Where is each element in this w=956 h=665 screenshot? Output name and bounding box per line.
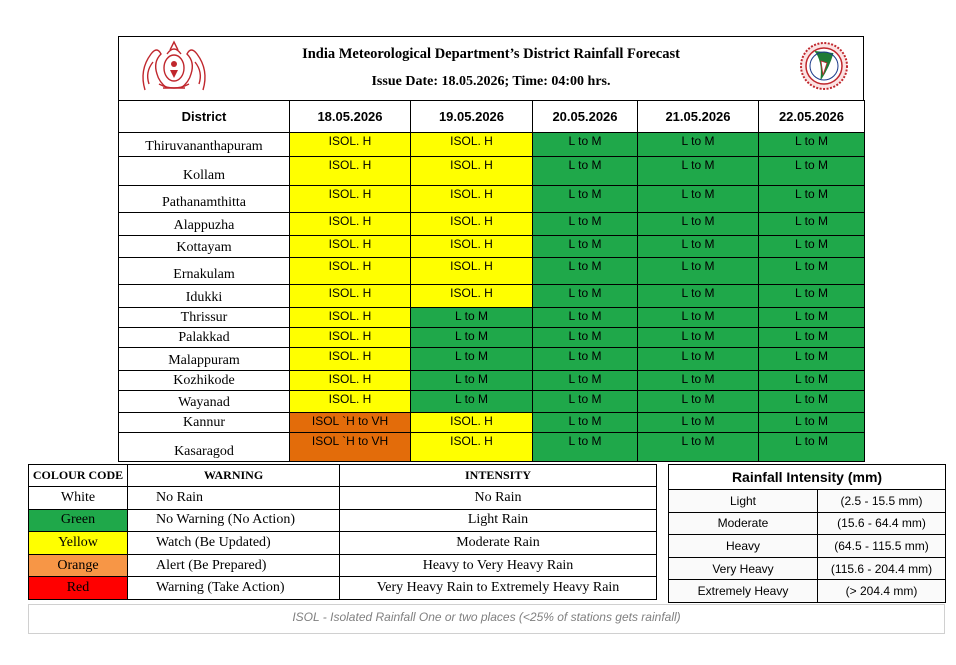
- forecast-cell: ISOL `H to VH: [290, 433, 411, 462]
- forecast-cell: ISOL. H: [290, 213, 411, 236]
- district-row: [119, 433, 865, 462]
- date-column-header: 20.05.2026: [533, 101, 638, 133]
- district-name: Kottayam: [119, 236, 290, 258]
- date-column-header: 21.05.2026: [638, 101, 759, 133]
- district-name: Ernakulam: [119, 258, 290, 285]
- legend-colour-code: Green: [29, 509, 128, 532]
- legend-colour-code: Orange: [29, 554, 128, 577]
- district-row: [119, 258, 865, 285]
- legend-warning: No Warning (No Action): [128, 509, 340, 532]
- intensity-label: Very Heavy: [669, 557, 818, 580]
- legend-warning: No Rain: [128, 487, 340, 510]
- forecast-cell: ISOL. H: [411, 213, 533, 236]
- legend-row: [29, 532, 657, 555]
- isol-footnote: ISOL - Isolated Rainfall One or two places (<25% of stations gets rainfall): [28, 604, 945, 634]
- forecast-cell: L to M: [533, 371, 638, 391]
- forecast-cell: ISOL. H: [411, 258, 533, 285]
- district-name: Wayanad: [119, 391, 290, 413]
- legend-row: [29, 509, 657, 532]
- district-row: [119, 413, 865, 433]
- imd-logo-icon: [799, 41, 849, 91]
- forecast-cell: ISOL. H: [290, 348, 411, 371]
- forecast-cell: L to M: [759, 213, 865, 236]
- forecast-cell: L to M: [533, 236, 638, 258]
- forecast-cell: L to M: [638, 157, 759, 186]
- forecast-cell: ISOL. H: [290, 328, 411, 348]
- forecast-cell: L to M: [533, 413, 638, 433]
- issue-date: Issue Date: 18.05.2026; Time: 04:00 hrs.: [371, 74, 611, 89]
- forecast-cell: ISOL. H: [411, 285, 533, 308]
- intensity-range: (64.5 - 115.5 mm): [818, 535, 946, 558]
- district-row: [119, 157, 865, 186]
- district-row: [119, 371, 865, 391]
- district-row: [119, 133, 865, 157]
- intensity-range: (2.5 - 15.5 mm): [818, 490, 946, 513]
- forecast-cell: L to M: [638, 391, 759, 413]
- district-name: Thiruvananthapuram: [119, 133, 290, 157]
- district-row: [119, 186, 865, 213]
- forecast-cell: ISOL. H: [290, 186, 411, 213]
- report-title: India Meteorological Department’s District Rainfall Forecast: [302, 46, 680, 62]
- district-row: [119, 213, 865, 236]
- forecast-cell: ISOL. H: [290, 308, 411, 328]
- district-name: Thrissur: [119, 308, 290, 328]
- intensity-row: [669, 535, 946, 558]
- forecast-header-row: [119, 101, 865, 133]
- district-name: Malappuram: [119, 348, 290, 371]
- date-column-header: 18.05.2026: [290, 101, 411, 133]
- forecast-cell: L to M: [411, 328, 533, 348]
- legend-header-colour-code: COLOUR CODE: [29, 465, 128, 487]
- legend-intensity: No Rain: [340, 487, 657, 510]
- forecast-cell: L to M: [533, 433, 638, 462]
- forecast-cell: L to M: [411, 391, 533, 413]
- district-row: [119, 348, 865, 371]
- legend-colour-code: White: [29, 487, 128, 510]
- district-name: Kannur: [119, 413, 290, 433]
- district-name: Pathanamthitta: [119, 186, 290, 213]
- legend-intensity: Light Rain: [340, 509, 657, 532]
- district-name: Kozhikode: [119, 371, 290, 391]
- forecast-cell: L to M: [638, 133, 759, 157]
- forecast-cell: L to M: [533, 157, 638, 186]
- forecast-cell: L to M: [638, 258, 759, 285]
- intensity-range: (15.6 - 64.4 mm): [818, 512, 946, 535]
- forecast-cell: L to M: [759, 391, 865, 413]
- colour-code-legend-table: [28, 464, 657, 600]
- district-row: [119, 328, 865, 348]
- intensity-row: [669, 490, 946, 513]
- intensity-row: [669, 580, 946, 603]
- district-row: [119, 285, 865, 308]
- forecast-cell: L to M: [759, 348, 865, 371]
- forecast-cell: L to M: [411, 348, 533, 371]
- date-column-header: 19.05.2026: [411, 101, 533, 133]
- forecast-cell: L to M: [759, 133, 865, 157]
- forecast-cell: ISOL. H: [411, 236, 533, 258]
- forecast-cell: ISOL. H: [411, 186, 533, 213]
- forecast-cell: L to M: [759, 308, 865, 328]
- intensity-row: [669, 557, 946, 580]
- forecast-cell: ISOL. H: [290, 258, 411, 285]
- intensity-label: Heavy: [669, 535, 818, 558]
- legend-header-row: [29, 465, 657, 487]
- intensity-title: Rainfall Intensity (mm): [669, 465, 946, 490]
- legend-intensity: Moderate Rain: [340, 532, 657, 555]
- forecast-cell: ISOL. H: [290, 285, 411, 308]
- forecast-cell: L to M: [759, 413, 865, 433]
- forecast-cell: ISOL. H: [411, 433, 533, 462]
- forecast-cell: ISOL. H: [411, 157, 533, 186]
- legend-row: [29, 577, 657, 600]
- forecast-cell: L to M: [411, 371, 533, 391]
- forecast-cell: L to M: [759, 433, 865, 462]
- forecast-cell: L to M: [638, 328, 759, 348]
- intensity-range: (> 204.4 mm): [818, 580, 946, 603]
- intensity-label: Moderate: [669, 512, 818, 535]
- report-header: [118, 36, 864, 100]
- forecast-cell: L to M: [759, 285, 865, 308]
- forecast-cell: L to M: [533, 133, 638, 157]
- legend-warning: Alert (Be Prepared): [128, 554, 340, 577]
- legend-colour-code: Red: [29, 577, 128, 600]
- forecast-cell: ISOL. H: [290, 371, 411, 391]
- forecast-cell: L to M: [533, 258, 638, 285]
- forecast-cell: L to M: [638, 371, 759, 391]
- legend-intensity: Very Heavy Rain to Extremely Heavy Rain: [340, 577, 657, 600]
- forecast-cell: L to M: [759, 258, 865, 285]
- district-name: Alappuzha: [119, 213, 290, 236]
- district-column-header: District: [119, 101, 290, 133]
- forecast-cell: L to M: [759, 328, 865, 348]
- legend-intensity: Heavy to Very Heavy Rain: [340, 554, 657, 577]
- forecast-cell: L to M: [533, 328, 638, 348]
- forecast-cell: L to M: [533, 391, 638, 413]
- forecast-cell: L to M: [638, 308, 759, 328]
- legend-row: [29, 487, 657, 510]
- date-column-header: 22.05.2026: [759, 101, 865, 133]
- forecast-cell: L to M: [533, 213, 638, 236]
- forecast-cell: ISOL. H: [411, 413, 533, 433]
- forecast-cell: L to M: [411, 308, 533, 328]
- district-name: Palakkad: [119, 328, 290, 348]
- forecast-cell: L to M: [638, 186, 759, 213]
- district-name: Kollam: [119, 157, 290, 186]
- forecast-cell: ISOL `H to VH: [290, 413, 411, 433]
- legend-row: [29, 554, 657, 577]
- forecast-cell: L to M: [638, 285, 759, 308]
- forecast-cell: L to M: [638, 236, 759, 258]
- forecast-cell: L to M: [759, 236, 865, 258]
- intensity-row: [669, 512, 946, 535]
- forecast-cell: L to M: [638, 413, 759, 433]
- intensity-label: Extremely Heavy: [669, 580, 818, 603]
- forecast-cell: ISOL. H: [411, 133, 533, 157]
- forecast-cell: ISOL. H: [290, 133, 411, 157]
- district-forecast-table: [118, 100, 865, 462]
- forecast-cell: L to M: [638, 433, 759, 462]
- intensity-label: Light: [669, 490, 818, 513]
- legend-header-intensity: INTENSITY: [340, 465, 657, 487]
- intensity-header-row: [669, 465, 946, 490]
- forecast-cell: ISOL. H: [290, 236, 411, 258]
- forecast-cell: L to M: [759, 371, 865, 391]
- forecast-cell: L to M: [533, 285, 638, 308]
- legend-warning: Watch (Be Updated): [128, 532, 340, 555]
- forecast-cell: L to M: [759, 186, 865, 213]
- forecast-cell: L to M: [533, 308, 638, 328]
- forecast-cell: L to M: [638, 213, 759, 236]
- district-row: [119, 236, 865, 258]
- district-name: Kasaragod: [119, 433, 290, 462]
- legend-header-warning: WARNING: [128, 465, 340, 487]
- district-name: Idukki: [119, 285, 290, 308]
- rainfall-intensity-table: [668, 464, 946, 603]
- forecast-cell: L to M: [638, 348, 759, 371]
- intensity-range: (115.6 - 204.4 mm): [818, 557, 946, 580]
- forecast-cell: L to M: [759, 157, 865, 186]
- legend-colour-code: Yellow: [29, 532, 128, 555]
- forecast-cell: L to M: [533, 186, 638, 213]
- forecast-cell: ISOL. H: [290, 157, 411, 186]
- forecast-cell: ISOL. H: [290, 391, 411, 413]
- district-row: [119, 391, 865, 413]
- district-row: [119, 308, 865, 328]
- forecast-cell: L to M: [533, 348, 638, 371]
- legend-warning: Warning (Take Action): [128, 577, 340, 600]
